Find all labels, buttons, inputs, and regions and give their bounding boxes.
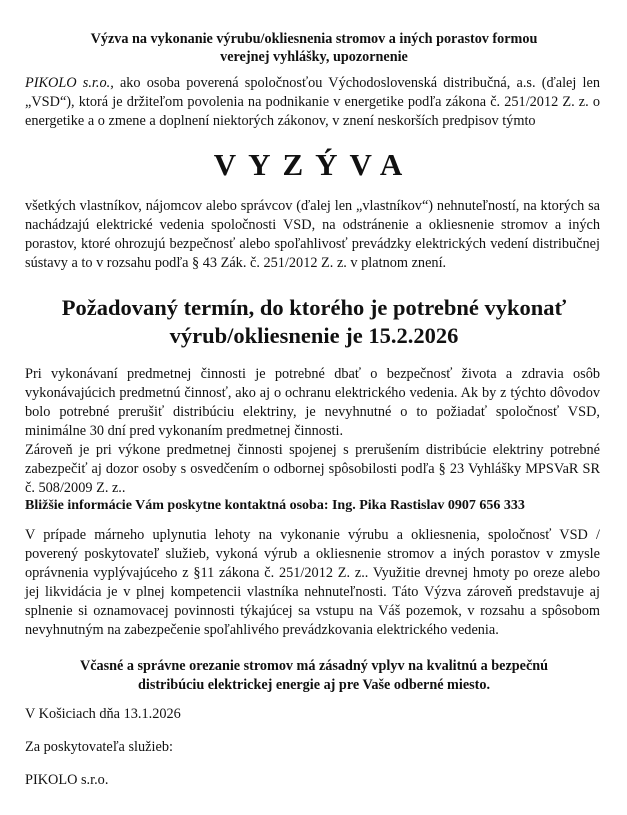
lapse-paragraph: V prípade márneho uplynutia lehoty na vykonanie výrubu a okliesnenia, spoločnosť VSD / poverený poskytovateľ služieb, vykoná výrub a okliesnenie stromov a iných porastov v zmysle oprávnenia vyplývajúceho z §11 zákona č. 251/2012 Z. z.. Využitie drevnej hmoty po oreze alebo jej likvidácia je v plnej kompetencii vlastníka nehnuteľnosti. Táto Výzva zároveň predstavuje aj splnenie si oznamovacej povinnosti týkajúcej sa vstupu na Váš pozemok, v rozsahu a spôsobom nevyhnutným na zabezpečenie spoľahlivého prevádzkovania elektrického vedenia. (25, 527, 600, 638)
title-line-1: Výzva na vykonanie výrubu/okliesnenia stromov a iných porastov formou (90, 31, 538, 47)
vyzyva-heading: VYZÝVA (213, 147, 415, 182)
deadline-heading (25, 294, 603, 350)
title-line-2: verejnej vyhlášky, upozornenie (220, 49, 408, 65)
contact-person: Ing. Pika Rastislav 0907 656 333 (331, 498, 525, 513)
contact-info (25, 496, 603, 515)
document-title (25, 30, 603, 66)
intro-company-name: PIKOLO s.r.o., (25, 75, 114, 91)
intro-text: ako osoba poverená spoločnosťou Východoslovenská distribučná, a.s. (ďalej len „VSD“), ktorá je držiteľom povolenia na podnikanie v energetike podľa zákona č. 251/2012 Z. z. o energetike a o zmene a doplnení niektorých zákonov, v znení neskorších predpisov týmto (25, 75, 600, 129)
contact-label: Bližšie informácie Vám poskytne kontaktná osoba: (25, 498, 332, 513)
closing-statement (25, 657, 603, 695)
closing-line-1: Včasné a správne orezanie stromov má zásadný vplyv na kvalitnú a bezpečnú (79, 658, 549, 674)
provider-label: Za poskytovateľa služieb: (25, 739, 173, 755)
owners-paragraph: všetkých vlastníkov, nájomcov alebo správcov (ďalej len „vlastníkov“) nehnuteľností, na ktorých sa nachádzajú elektrické vedenia spoločnosti VSD, na odstránenie a okliesnenie stromov a iných porastov, ktoré ohrozujú bezpečnosť alebo spoľahlivosť prevádzky elektrických vedení distribučnej sústavy a to v rozsahu podľa § 43 Zák. č. 251/2012 Z. z. v platnom znení. (25, 198, 600, 271)
company-signature: PIKOLO s.r.o. (25, 772, 109, 788)
deadline-line-2: výrub/okliesnenie je 15.2.2026 (169, 323, 459, 348)
closing-line-2: distribúciu elektrickej energie aj pre Vaše odberné miesto. (137, 677, 490, 693)
supervision-paragraph: Zároveň je pri výkone predmetnej činnosti spojenej s prerušením distribúcie elektriny potrebné zabezpečiť aj dozor osoby s osvedčením o odbornej spôsobilosti podľa § 23 Vyhlášky MPSVaR SR č. 508/2009 Z. z.. (25, 442, 600, 496)
deadline-line-1: Požadovaný termín, do ktorého je potrebné vykonať (61, 295, 567, 320)
intro-paragraph (25, 74, 600, 131)
safety-paragraph: Pri vykonávaní predmetnej činnosti je potrebné dbať o bezpečnosť života a zdravia osôb vykonávajúcich predmetnú činnosť, ako aj o ochranu elektrického vedenia. Ak by z týchto dôvodov bolo potrebné prerušiť distribúciu elektriny, je nevyhnutné o to požiadať spoločnosť VSD, minimálne 30 dní pred vykonaním predmetnej činnosti. (25, 366, 600, 439)
place-and-date: V Košiciach dňa 13.1.2026 (25, 706, 181, 722)
